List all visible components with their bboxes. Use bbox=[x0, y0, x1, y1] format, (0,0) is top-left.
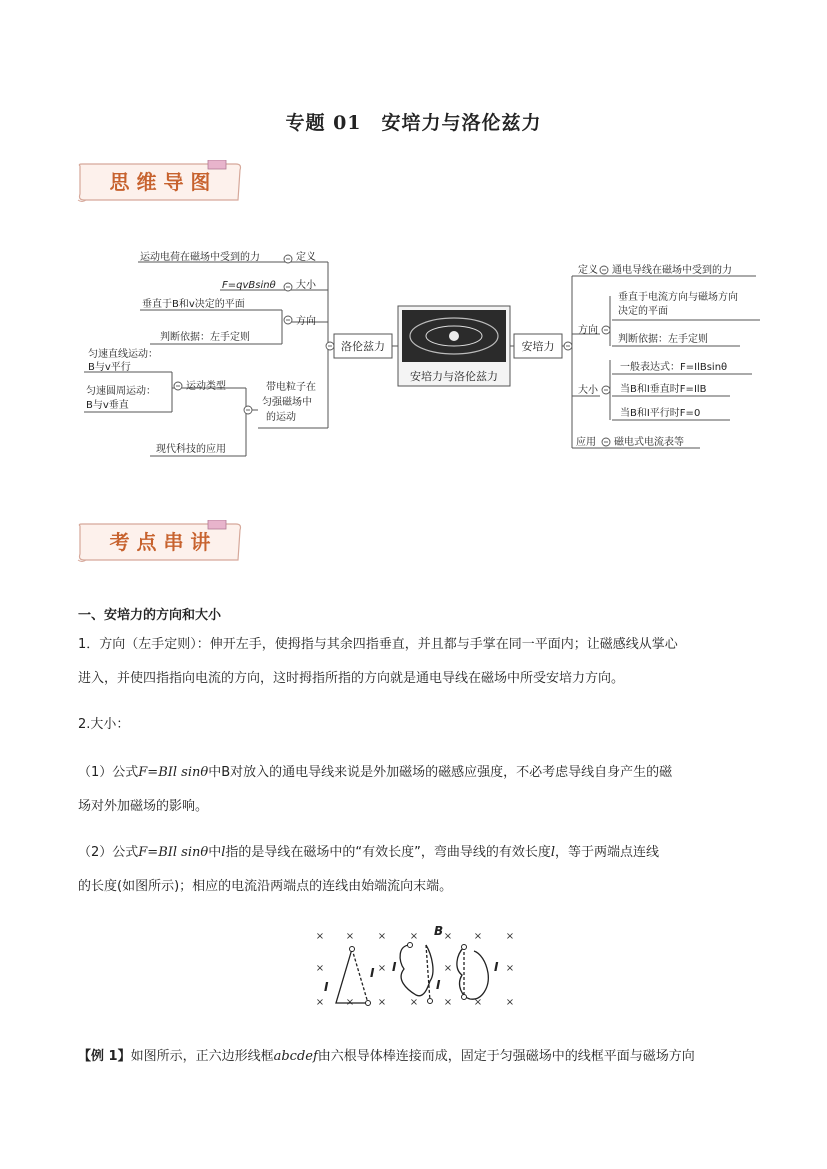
left-dir-label: 方向 bbox=[296, 316, 316, 327]
uniform-line-2: B与v平行 bbox=[88, 362, 131, 373]
svg-text:×: × bbox=[345, 931, 355, 942]
p3-pre: （1）公式 bbox=[78, 765, 139, 780]
uniform-circle-2: B与v垂直 bbox=[86, 400, 129, 411]
svg-text:×: × bbox=[315, 997, 325, 1008]
left-size-text: F=qvBsinθ bbox=[222, 280, 276, 291]
right-size-text1: 一般表达式：F=IlBsinθ bbox=[620, 362, 728, 373]
example-label: 【例 1】 bbox=[78, 1049, 131, 1064]
paragraph-1: 1．方向（左手定则）：伸开左手，使拇指与其余四指垂直，并且都与手掌在同一平面内；让磁感线从掌心 bbox=[78, 637, 678, 652]
paragraph-2: 2.大小： bbox=[78, 717, 130, 732]
svg-text:×: × bbox=[377, 931, 387, 942]
formula: F=BIl sinθ bbox=[138, 765, 209, 780]
fig-label-I-4: I bbox=[436, 978, 441, 992]
section1-heading: 一、安培力的方向和大小 bbox=[78, 608, 222, 623]
fig-label-I-5: I bbox=[494, 960, 499, 974]
mind-map bbox=[0, 0, 827, 480]
paragraph-1b: 进入，并使四指指向电流的方向，这时拇指所指的方向就是通电导线在磁场中所受安培力方向。 bbox=[78, 671, 625, 686]
left-dir-text1: 垂直于B和v决定的平面 bbox=[142, 299, 245, 310]
charged-label-3: 的运动 bbox=[266, 412, 296, 423]
left-hub: 洛伦兹力 bbox=[341, 340, 385, 353]
example-1 bbox=[78, 1040, 754, 1074]
left-dir-text2: 判断依据：左手定则 bbox=[160, 332, 250, 343]
example-pre: 如图所示，正六边形线框 bbox=[130, 1049, 274, 1064]
center-label: 安培力与洛伦兹力 bbox=[410, 370, 498, 383]
example-post: 由六根导体棒连接而成，固定于匀强磁场中的线框平面与磁场方向 bbox=[317, 1049, 695, 1064]
svg-text:×: × bbox=[443, 931, 453, 942]
left-size-label: 大小 bbox=[296, 280, 316, 291]
svg-text:×: × bbox=[443, 997, 453, 1008]
svg-text:×: × bbox=[473, 931, 483, 942]
uniform-circle-1: 匀速圆周运动： bbox=[86, 386, 156, 397]
paragraph-3 bbox=[78, 756, 754, 790]
right-dir-text2: 判断依据：左手定则 bbox=[618, 334, 708, 345]
uniform-line-1: 匀速直线运动： bbox=[88, 349, 158, 360]
right-dir-label: 方向 bbox=[578, 325, 598, 336]
svg-text:×: × bbox=[315, 963, 325, 974]
charged-label-1: 带电粒子在 bbox=[266, 382, 316, 393]
example-var: abcdef bbox=[273, 1049, 318, 1064]
right-size-text3: 当B和I平行时F=0 bbox=[620, 408, 701, 419]
formula: F=BIl sinθ bbox=[138, 845, 209, 860]
fig-label-I-1: I bbox=[324, 980, 329, 994]
svg-text:×: × bbox=[377, 963, 387, 974]
right-dir-text1b: 决定的平面 bbox=[618, 306, 668, 317]
right-size-text2: 当B和I垂直时F=IlB bbox=[620, 384, 707, 395]
modern-app: 现代科技的应用 bbox=[156, 444, 226, 455]
paragraph-4b: 的长度(如图所示)；相应的电流沿两端点的连线由始端流向末端。 bbox=[78, 879, 453, 894]
motion-type: 运动类型 bbox=[186, 381, 226, 392]
svg-text:×: × bbox=[345, 997, 355, 1008]
kaodian-banner bbox=[76, 520, 244, 564]
right-def-text: 通电导线在磁场中受到的力 bbox=[612, 265, 732, 276]
svg-text:×: × bbox=[377, 997, 387, 1008]
right-def-label: 定义 bbox=[578, 265, 598, 276]
svg-text:×: × bbox=[315, 931, 325, 942]
page-title: 专题 01 安培力与洛伦兹力 bbox=[285, 112, 542, 134]
effective-length-figure bbox=[306, 925, 522, 1023]
right-size-label: 大小 bbox=[578, 385, 598, 396]
svg-text:×: × bbox=[505, 963, 515, 974]
fig-label-I-3: I bbox=[392, 960, 397, 974]
kaodian-banner-text: 考 点 串 讲 bbox=[109, 530, 211, 554]
right-app-label: 应用 bbox=[576, 437, 596, 448]
svg-text:×: × bbox=[473, 997, 483, 1008]
p4-post: 指的是导线在磁场中的“有效长度”，弯曲导线的有效长度 bbox=[225, 845, 551, 860]
center-image bbox=[402, 310, 506, 362]
svg-text:×: × bbox=[409, 931, 419, 942]
var-l: l bbox=[221, 845, 226, 860]
charged-label-2: 匀强磁场中 bbox=[262, 397, 312, 408]
fig-label-I-2: I bbox=[370, 966, 375, 980]
right-dir-text1a: 垂直于电流方向与磁场方向 bbox=[618, 292, 738, 303]
var-l2: l bbox=[550, 845, 556, 860]
left-def-text: 运动电荷在磁场中受到的力 bbox=[140, 252, 260, 263]
left-def-label: 定义 bbox=[296, 252, 316, 263]
svg-text:×: × bbox=[409, 997, 419, 1008]
svg-text:×: × bbox=[505, 997, 515, 1008]
p4-end: ，等于两端点连线 bbox=[555, 845, 660, 860]
right-hub: 安培力 bbox=[521, 340, 555, 353]
p4-mid: 中 bbox=[208, 845, 222, 860]
fig-label-B: B bbox=[434, 925, 444, 938]
paragraph-4 bbox=[78, 836, 754, 870]
mindmap-banner-text: 思 维 导 图 bbox=[109, 170, 211, 194]
p3-post: 中B对放入的通电导线来说是外加磁场的磁感应强度，不必考虑导线自身产生的磁 bbox=[208, 765, 673, 780]
svg-text:×: × bbox=[443, 963, 453, 974]
right-app-text: 磁电式电流表等 bbox=[614, 437, 684, 448]
svg-text:×: × bbox=[505, 931, 515, 942]
paragraph-3b: 场对外加磁场的影响。 bbox=[78, 799, 209, 814]
p4-pre: （2）公式 bbox=[78, 845, 139, 860]
